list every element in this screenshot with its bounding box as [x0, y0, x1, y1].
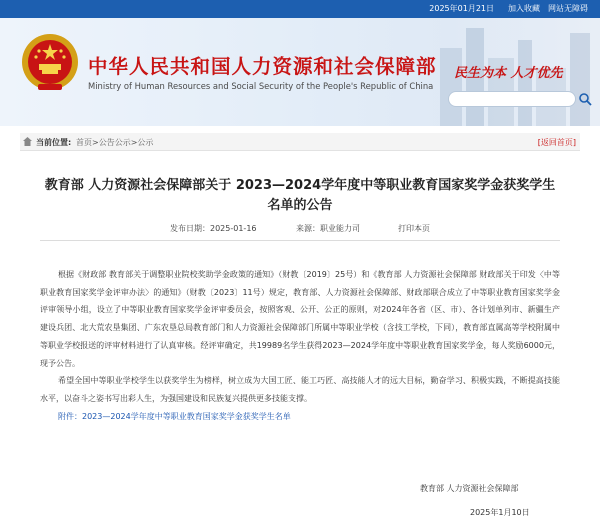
breadcrumb-home-link[interactable]: 首页: [76, 138, 92, 147]
ministry-title-english: Ministry of Human Resources and Social Security of the People's Republic of China: [88, 81, 434, 91]
ministry-title: 中华人民共和国人力资源和社会保障部: [88, 55, 437, 78]
attachment-link[interactable]: 附件：2023—2024学年度中等职业教育国家奖学金获奖学生名单: [58, 411, 291, 421]
publish-date: [170, 223, 257, 234]
print-link[interactable]: 打印本页: [398, 224, 430, 233]
article-paragraph: 希望全国中等职业学校学生以获奖学生为榜样，树立成为大国工匠、能工巧匠、高技能人才的远大目标，勤奋学习、积极实践，不断提高技能水平，以奋斗之姿书写出彩人生，为强国建设和民族复兴提供更多技能支撑。: [40, 376, 560, 403]
source-value: 职业能力司: [320, 224, 360, 233]
article-title-line2: 名单的公告: [267, 198, 333, 213]
back-home-link[interactable]: [返回首页]: [537, 138, 576, 147]
article-paragraph: 根据《财政部 教育部关于调整职业院校奖助学金政策的通知》（财教〔2019〕25号）和《教育部 人力资源社会保障部 财政部关于印发〈中等职业教育国家奖学金评审办法〉的通知》（财教〔2023〕11号）规定，教育部、人力资源社会保障部、财政部联合成立了中等职业教育国家奖学金评审领导小组，设立了中等职业教育国家奖学金评审委员会，按照客观、公开、公正的原则，对2024年各省（区、市）、各计划单列市、新疆生产建设兵团、北大荒农垦集团、广东农垦总局教育部门和人力资源社会保障部门所属中等职业学校（含技工学校，下同），教育部直属高等学校附属中等职业学校报送的评审材料进行了认真审核。经评审确定，共19989名学生获得2023—2024学年度中等职业教育国家奖学金，每人奖励6000元，现予公告。: [40, 270, 560, 368]
breadcrumb-separator: >: [92, 138, 99, 147]
site-header: [0, 18, 600, 126]
article-meta: [0, 223, 600, 235]
article-source: [296, 223, 360, 234]
breadcrumb-separator: >: [130, 138, 138, 147]
search-input[interactable]: [448, 91, 576, 107]
national-emblem-icon: [20, 32, 80, 94]
source-label: 来源：: [296, 224, 320, 233]
article-body: [40, 266, 560, 425]
home-icon: [22, 136, 33, 147]
search-icon[interactable]: [578, 92, 592, 106]
signature-date: 2025年1月10日: [470, 508, 530, 517]
breadcrumb-announcement-link[interactable]: 公示: [137, 138, 154, 147]
slogan-calligraphy: 民生为本 人才优先: [454, 66, 563, 81]
accessibility-link[interactable]: 网站无障碍: [548, 4, 588, 13]
publish-date-label: 发布日期：: [170, 224, 210, 233]
divider: [40, 240, 560, 241]
article-title: [0, 176, 600, 216]
add-favorite-link[interactable]: 加入收藏: [508, 4, 540, 13]
breadcrumb: [20, 133, 580, 151]
current-date: 2025年01月21日: [429, 4, 494, 13]
breadcrumb-path: [76, 137, 153, 148]
publish-date-value: 2025-01-16: [210, 224, 257, 233]
top-bar: [0, 0, 600, 18]
article-title-line1: 教育部 人力资源社会保障部关于 2023—2024学年度中等职业教育国家奖学金获奖学生: [44, 178, 556, 193]
breadcrumb-label: 当前位置:: [36, 138, 72, 147]
breadcrumb-notice-link[interactable]: 公告公示: [98, 138, 131, 147]
signature: 教育部 人力资源社会保障部: [420, 484, 519, 493]
